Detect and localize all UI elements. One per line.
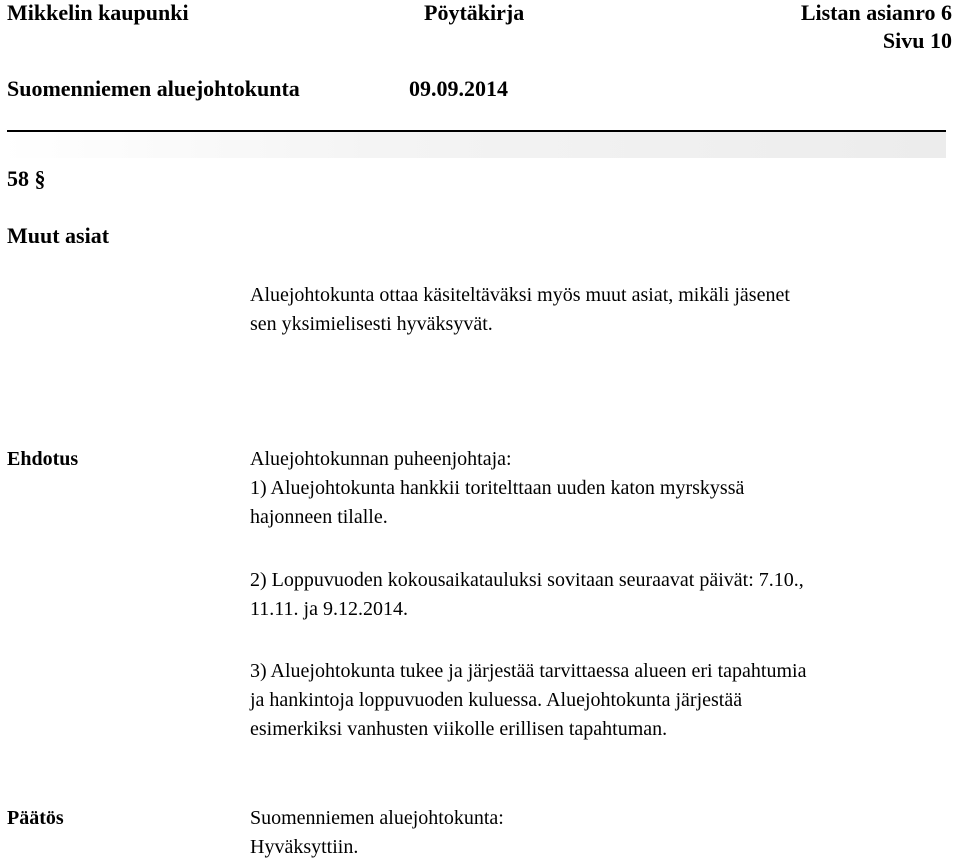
item-title: Muut asiat bbox=[7, 223, 110, 248]
intro-paragraph bbox=[250, 281, 955, 339]
header-divider-shade bbox=[0, 130, 946, 158]
proposal-block bbox=[250, 445, 955, 532]
proposal-label: Ehdotus bbox=[7, 448, 79, 470]
decision-result: Hyväksyttiin. bbox=[250, 836, 359, 858]
header-divider bbox=[7, 130, 946, 132]
intro-line: sen yksimielisesti hyväksyvät. bbox=[250, 313, 493, 335]
organization-name: Mikkelin kaupunki bbox=[7, 0, 189, 25]
proposal-point-2-line: 2) Loppuvuoden kokousaikatauluksi sovitaan seuraavat päivät: 7.10., bbox=[250, 569, 804, 591]
proposal-point-3-line: 3) Aluejohtokunta tukee ja järjestää tarvittaessa alueen eri tapahtumia bbox=[250, 660, 807, 682]
proposal-point-3-line: esimerkiksi vanhusten viikolle erillisen tapahtuman. bbox=[250, 718, 668, 740]
proposal-point-3-line: ja hankintoja loppuvuoden kuluessa. Aluejohtokunta järjestää bbox=[250, 689, 743, 711]
decision-body: Suomenniemen aluejohtokunta: bbox=[250, 807, 504, 829]
proposal-point-2 bbox=[250, 566, 955, 624]
proposal-point-3 bbox=[250, 657, 955, 744]
proposal-point-1-line: 1) Aluejohtokunta hankkii toritelttaan uuden katon myrskyssä bbox=[250, 477, 745, 499]
decision-block bbox=[250, 804, 955, 862]
intro-line: Aluejohtokunta ottaa käsiteltäväksi myös muut asiat, mikäli jäsenet bbox=[250, 284, 790, 306]
proposal-point-2-line: 11.11. ja 9.12.2014. bbox=[250, 598, 408, 620]
board-name: Suomenniemen aluejohtokunta bbox=[7, 76, 300, 101]
list-item-number: Listan asianro 6 bbox=[800, 0, 952, 25]
proposal-point-1-line: hajonneen tilalle. bbox=[250, 506, 388, 528]
decision-label: Päätös bbox=[7, 807, 64, 829]
proposal-presenter: Aluejohtokunnan puheenjohtaja: bbox=[250, 448, 512, 470]
item-number: 58 § bbox=[7, 166, 46, 191]
meeting-date: 09.09.2014 bbox=[409, 76, 508, 101]
document-type: Pöytäkirja bbox=[424, 0, 525, 25]
page-number: Sivu 10 bbox=[882, 28, 952, 53]
